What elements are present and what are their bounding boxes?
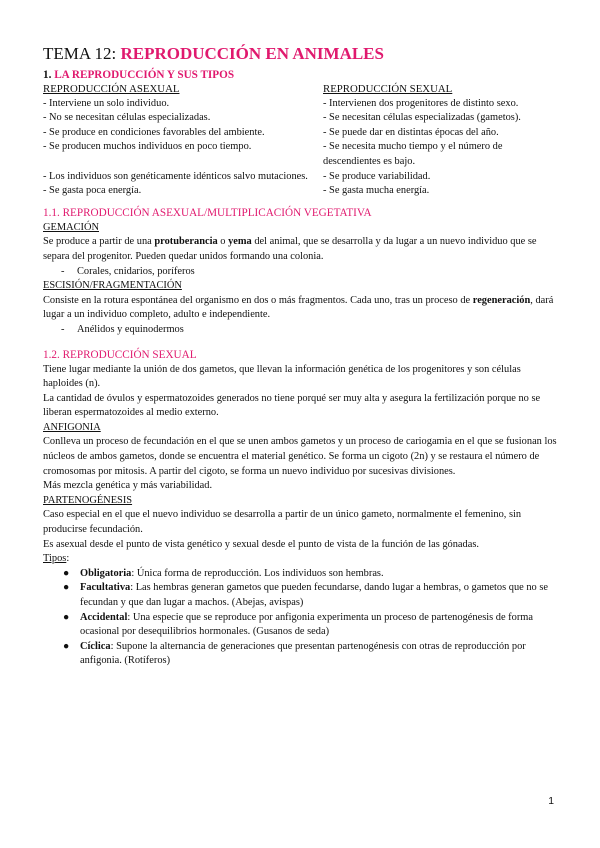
page-title xyxy=(43,44,557,64)
bullet-icon: ● xyxy=(63,611,70,623)
partenogenesis-paragraph-1: Caso especial en el que el nuevo individuo se desarrolla a partir de un único gameto, normalmente el femenino, sin producirse fecundación. xyxy=(43,509,522,536)
escision-heading: ESCISIÓN/FRAGMENTACIÓN xyxy=(43,280,182,292)
anfigonia-paragraph: Conlleva un proceso de fecundación en el que se unen ambos gametos y un proceso de cariogamia en el que se fusionan los núcleos de ambos gametos, donde se encuentra el material genético. Se forma un cigoto (2n) y se restaura el número de cromosomas por mitosis. A partir del cigoto, se forma un nuevo individuo por sucesivas divisiones. xyxy=(43,436,557,477)
partenogenesis-paragraph-2: Es asexual desde el punto de vista genético y sexual desde el punto de vista de la función de las gónadas. xyxy=(43,538,479,550)
row-asexual-6: - Se gasta poca energía. xyxy=(43,185,142,197)
row-sexual-3: - Se puede dar en distintas épocas del año. xyxy=(323,126,499,138)
row-asexual-3: - Se produce en condiciones favorables del ambiente. xyxy=(43,126,265,138)
bullet-icon: ● xyxy=(63,640,70,652)
row-sexual-1: - Intervienen dos progenitores de distinto sexo. xyxy=(323,97,519,109)
section-1-1-heading: 1.1. REPRODUCCIÓN ASEXUAL/MULTIPLICACIÓN VEGETATIVA xyxy=(43,206,372,219)
column-header-asexual: REPRODUCCIÓN ASEXUAL xyxy=(43,83,180,95)
gemacion-examples xyxy=(43,265,557,280)
column-header-sexual: REPRODUCCIÓN SEXUAL xyxy=(323,83,453,95)
tipos-list xyxy=(43,567,557,669)
list-item: - Corales, cnidarios, poríferos xyxy=(43,265,557,280)
section-1-number: 1. xyxy=(43,69,52,81)
row-asexual-5: - Los individuos son genéticamente idénticos salvo mutaciones. xyxy=(43,170,308,182)
bullet-icon: ● xyxy=(63,567,70,579)
bullet-icon: ● xyxy=(63,582,70,594)
list-item: ● Accidental: Una especie que se reproduce por anfigonia experimenta un proceso de partenogénesis de forma ocasional por desequilibrios hormonales. (Gusanos de seda) xyxy=(63,611,533,638)
row-asexual-1: - Interviene un solo individuo. xyxy=(43,97,170,109)
anfigonia-heading: ANFIGONIA xyxy=(43,421,101,433)
gemacion-paragraph: Se produce a partir de una protuberancia o yema del animal, que se desarrolla y da lugar a un nuevo individuo que se separa del progenitor. Pueden quedar unidos formando una colonia. xyxy=(43,236,537,262)
page-number: 1 xyxy=(548,796,554,807)
section-1-2-heading: 1.2. REPRODUCCIÓN SEXUAL xyxy=(43,348,197,361)
anfigonia-paragraph-2: Más mezcla genética y más variabilidad. xyxy=(43,480,213,492)
row-sexual-6: - Se gasta mucha energía. xyxy=(323,185,430,197)
section-1-heading xyxy=(43,68,557,82)
title-main: REPRODUCCIÓN EN ANIMALES xyxy=(120,44,384,63)
section-1-title: LA REPRODUCCIÓN Y SUS TIPOS xyxy=(54,69,235,81)
partenogenesis-heading: PARTENOGÉNESIS xyxy=(43,494,133,506)
document-page xyxy=(43,44,557,669)
row-asexual-4: - Se producen muchos individuos en poco tiempo. xyxy=(43,141,252,153)
sexual-paragraph-2: La cantidad de óvulos y espermatozoides generados no tiene porqué ser muy alta y asegura la fertilización porque no se liberan espermatozoides al medio externo. xyxy=(43,392,541,419)
row-sexual-5: - Se produce variabilidad. xyxy=(323,170,431,182)
escision-examples xyxy=(43,323,557,338)
list-item: - Anélidos y equinodermos xyxy=(43,323,557,338)
title-prefix: TEMA 12: xyxy=(43,44,121,63)
row-sexual-2: - Se necesitan células especializadas (gametos). xyxy=(323,112,521,124)
comparison-table xyxy=(43,82,557,199)
gemacion-heading: GEMACIÓN xyxy=(43,221,99,233)
row-sexual-4: - Se necesita mucho tiempo y el número de descendientes es bajo. xyxy=(323,141,503,167)
tipos-label: Tipos: xyxy=(43,553,70,565)
escision-paragraph: Consiste en la rotura espontánea del organismo en dos o más fragmentos. Cada uno, tras un proceso de regeneración, dará lugar a un individuo completo, adulto e independiente. xyxy=(43,294,554,321)
list-item: ● Facultativa: Las hembras generan gametos que pueden fecundarse, dando lugar a hembras, o gametos que no se fecundan y que dan lugar a machos. (Abejas, avispas) xyxy=(63,582,549,608)
row-asexual-2: - No se necesitan células especializadas. xyxy=(43,112,211,124)
sexual-paragraph-1: Tiene lugar mediante la unión de dos gametos, que llevan la información genética de los progenitores y son células haploides (n). xyxy=(43,363,521,390)
list-item: ● Cíclica: Supone la alternancia de generaciones que presentan partenogénesis con otras de reproducción por anfigonia. (Rotíferos) xyxy=(63,640,526,667)
list-item: ● Obligatoria: Única forma de reproducción. Los individuos son hembras. xyxy=(43,567,557,582)
